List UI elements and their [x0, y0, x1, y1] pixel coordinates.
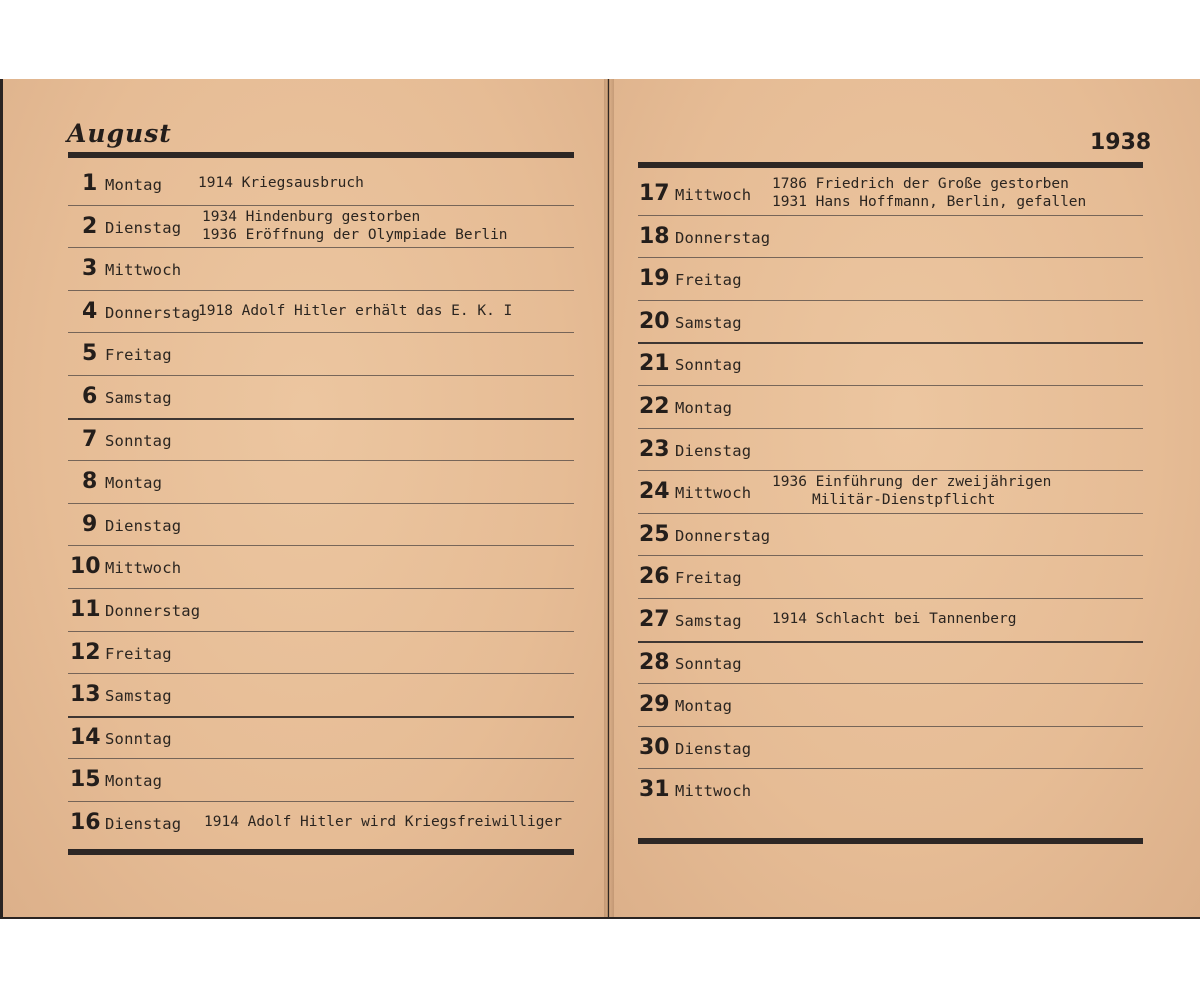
day-number: 18 [639, 223, 670, 249]
day-row-8 [68, 461, 574, 503]
weekday-label: Mittwoch [105, 261, 182, 280]
weekday-label: Mittwoch [105, 559, 182, 578]
weekday-label: Montag [105, 772, 163, 791]
day-number: 28 [639, 649, 670, 675]
day-number: 23 [639, 436, 670, 462]
day-row-29 [638, 684, 1143, 726]
day-row-12 [68, 632, 574, 674]
weekday-label: Mittwoch [675, 782, 752, 801]
day-number: 20 [639, 308, 670, 334]
day-row-27 [638, 599, 1143, 641]
weekday-label: Samstag [105, 389, 172, 407]
event-note: 1931 Hans Hoffmann, Berlin, gefallen [772, 194, 1087, 210]
day-row-14 [68, 717, 574, 759]
day-row-5 [68, 333, 574, 375]
page-bottom-rule [68, 849, 574, 855]
weekday-label: Dienstag [105, 516, 182, 535]
day-number: 12 [70, 639, 101, 665]
weekday-label: Donnerstag [105, 303, 201, 322]
weekday-label: Donnerstag [675, 526, 771, 545]
event-note: 1786 Friedrich der Große gestorben [772, 176, 1069, 192]
day-number: 2 [82, 213, 98, 239]
book-gutter [604, 79, 614, 917]
day-number: 14 [70, 724, 101, 750]
weekday-label: Sonntag [675, 654, 742, 673]
day-number: 10 [70, 554, 101, 580]
day-number: 16 [70, 810, 101, 835]
weekday-label: Samstag [675, 313, 742, 332]
day-number: 11 [70, 597, 101, 622]
day-number: 13 [70, 682, 101, 708]
day-number: 5 [82, 341, 98, 367]
weekday-label: Montag [675, 697, 733, 716]
left-header-rule [68, 152, 574, 158]
weekday-label: Sonntag [105, 729, 172, 748]
weekday-label: Samstag [675, 612, 742, 630]
day-row-1 [68, 163, 574, 205]
weekday-label: Donnerstag [105, 602, 201, 620]
weekday-label: Montag [105, 176, 163, 194]
day-number: 1 [82, 171, 98, 196]
weekday-label: Mittwoch [675, 186, 752, 204]
day-row-2 [68, 206, 574, 248]
day-row-13 [68, 674, 574, 716]
day-number: 19 [639, 266, 670, 292]
day-row-19 [638, 258, 1143, 300]
event-note: 1936 Eröffnung der Olympiade Berlin [202, 226, 508, 243]
day-row-21 [638, 343, 1143, 385]
day-row-11 [68, 589, 574, 631]
event-note: Militär-Dienstpflicht [812, 492, 996, 509]
day-number: 31 [639, 777, 670, 803]
day-row-23 [638, 429, 1143, 471]
day-row-24 [638, 471, 1143, 513]
day-number: 29 [639, 692, 670, 718]
weekday-label: Mittwoch [675, 484, 752, 503]
day-row-26 [638, 556, 1143, 598]
weekday-label: Donnerstag [675, 228, 771, 247]
weekday-label: Freitag [675, 271, 742, 290]
weekday-label: Montag [675, 399, 733, 417]
event-note: 1934 Hindenburg gestorben [202, 208, 421, 225]
event-note: 1936 Einführung der zweijährigen [772, 474, 1052, 491]
weekday-label: Sonntag [105, 431, 172, 450]
day-row-10 [68, 546, 574, 588]
day-row-20 [638, 301, 1143, 343]
day-row-6 [68, 376, 574, 418]
day-number: 25 [639, 521, 670, 547]
day-number: 15 [70, 767, 101, 793]
event-note: 1914 Schlacht bei Tannenberg [772, 611, 1017, 627]
weekday-label: Dienstag [675, 739, 752, 758]
event-note: 1914 Kriegsausbruch [198, 175, 364, 191]
day-number: 4 [82, 298, 98, 324]
day-number: 22 [639, 394, 670, 419]
day-row-15 [68, 759, 574, 801]
weekday-label: Freitag [105, 346, 172, 365]
day-number: 9 [82, 511, 98, 537]
day-row-25 [638, 514, 1143, 556]
day-number: 8 [82, 469, 98, 495]
day-row-30 [638, 727, 1143, 769]
day-number: 21 [639, 351, 670, 377]
day-row-3 [68, 248, 574, 290]
year-title: 1938 [1090, 130, 1152, 155]
day-number: 7 [82, 426, 98, 452]
weekday-label: Freitag [675, 569, 742, 588]
day-row-28 [638, 642, 1143, 684]
right-header-rule [638, 162, 1143, 168]
day-row-18 [638, 216, 1143, 258]
event-note: 1918 Adolf Hitler erhält das E. K. I [198, 302, 513, 319]
weekday-label: Montag [105, 474, 163, 493]
day-number: 17 [639, 181, 670, 206]
day-row-31 [638, 769, 1143, 811]
day-row-4 [68, 291, 574, 333]
page-bottom-rule [638, 838, 1143, 844]
day-number: 27 [639, 607, 670, 632]
day-row-9 [68, 504, 574, 546]
day-number: 24 [639, 479, 670, 505]
weekday-label: Dienstag [675, 441, 752, 460]
weekday-label: Dienstag [105, 218, 182, 237]
weekday-label: Dienstag [105, 815, 182, 833]
month-title: August [67, 119, 172, 148]
day-row-22 [638, 386, 1143, 428]
event-note: 1914 Adolf Hitler wird Kriegsfreiwilliger [204, 814, 562, 830]
day-row-16 [68, 802, 574, 844]
weekday-label: Samstag [105, 687, 172, 706]
day-row-7 [68, 419, 574, 461]
day-number: 6 [82, 384, 98, 409]
weekday-label: Sonntag [675, 356, 742, 375]
day-number: 30 [639, 734, 670, 760]
day-number: 26 [639, 564, 670, 590]
day-row-17 [638, 173, 1143, 215]
weekday-label: Freitag [105, 644, 172, 663]
day-number: 3 [82, 256, 98, 282]
